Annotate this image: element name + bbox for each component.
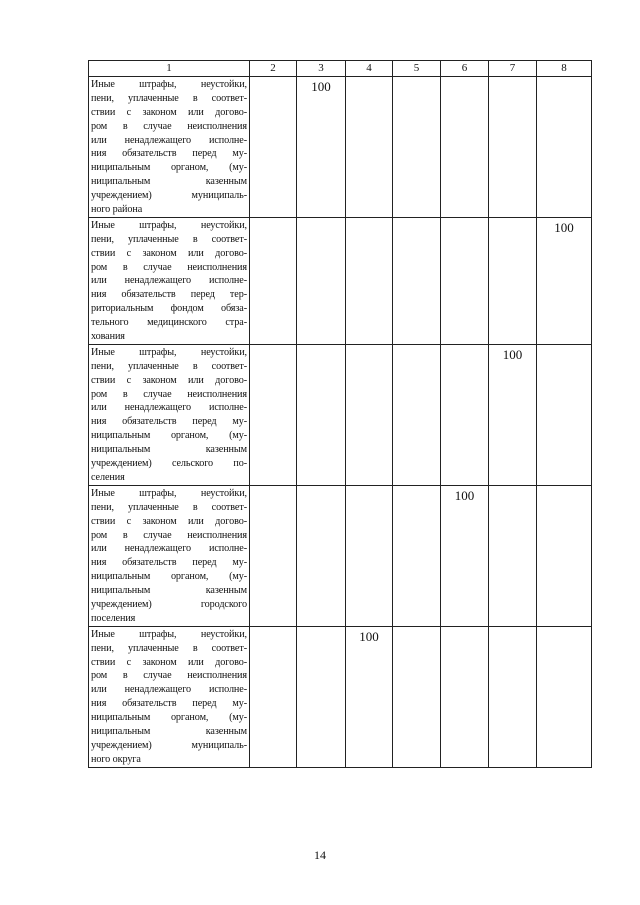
value-cell (537, 77, 592, 218)
description-line: пени, уплаченные в соответ- (91, 360, 247, 372)
description-line: ния обязательств перед му- (91, 416, 247, 428)
table-row (89, 626, 592, 767)
column-header: 8 (537, 61, 592, 77)
value-cell (489, 77, 537, 218)
description-line: ниципальным казенным (91, 585, 247, 597)
description-line: пени, уплаченные в соответ- (91, 92, 247, 104)
value-cell: 100 (297, 77, 346, 218)
description-line: или ненадлежащего исполне- (91, 543, 247, 555)
description-line: ния обязательств перед му- (91, 698, 247, 710)
value-cell (489, 217, 537, 344)
value-cell (297, 485, 346, 626)
description-line: ром в случае неисполнения (91, 388, 247, 400)
value-cell (250, 626, 297, 767)
description-line: пени, уплаченные в соответ- (91, 501, 247, 513)
value-cell: 100 (346, 626, 393, 767)
value-cell (393, 485, 441, 626)
value-cell (489, 626, 537, 767)
value-cell (489, 485, 537, 626)
value-cell (297, 217, 346, 344)
description-line: тельного медицинского стра- (91, 317, 247, 329)
description-line: ниципальным органом, (му- (91, 162, 247, 174)
value-cell (537, 626, 592, 767)
description-line: учреждением) муниципаль- (91, 739, 247, 751)
row-description (89, 77, 250, 218)
description-line: пени, уплаченные в соответ- (91, 233, 247, 245)
value-cell (346, 485, 393, 626)
table-header-row (89, 61, 592, 77)
value-cell (537, 485, 592, 626)
description-line: ниципальным органом, (му- (91, 571, 247, 583)
value-cell (393, 77, 441, 218)
value-cell: 100 (537, 217, 592, 344)
row-description (89, 485, 250, 626)
value-cell: 100 (489, 344, 537, 485)
description-line: ния обязательств перед тер- (91, 289, 247, 301)
row-description (89, 626, 250, 767)
description-line: или ненадлежащего исполне- (91, 134, 247, 146)
value-cell (393, 626, 441, 767)
description-line: ния обязательств перед му- (91, 557, 247, 569)
description-line: ниципальным казенным (91, 176, 247, 188)
description-line: ствии с законом или догово- (91, 656, 247, 668)
description-line: поселения (91, 612, 136, 624)
table-row (89, 344, 592, 485)
description-line: ного округа (91, 753, 141, 765)
description-line: пени, уплаченные в соответ- (91, 642, 247, 654)
value-cell (441, 344, 489, 485)
description-line: ствии с законом или догово- (91, 247, 247, 259)
description-line: Иные штрафы, неустойки, (91, 219, 247, 231)
description-line: ниципальным казенным (91, 444, 247, 456)
column-header: 5 (393, 61, 441, 77)
value-cell (346, 344, 393, 485)
value-cell (441, 626, 489, 767)
description-line: хования (91, 331, 125, 343)
description-line: селения (91, 471, 125, 483)
description-line: учреждением) сельского по- (91, 458, 247, 470)
table-row (89, 217, 592, 344)
value-cell (297, 344, 346, 485)
description-line: Иные штрафы, неустойки, (91, 628, 247, 640)
row-description (89, 344, 250, 485)
value-cell (250, 77, 297, 218)
value-cell (346, 217, 393, 344)
budget-table (88, 60, 592, 768)
description-line: риториальным фондом обяза- (91, 303, 247, 315)
value-cell: 100 (441, 485, 489, 626)
column-header: 4 (346, 61, 393, 77)
description-line: ствии с законом или догово- (91, 106, 247, 118)
description-line: ствии с законом или догово- (91, 374, 247, 386)
description-line: учреждением) муниципаль- (91, 190, 247, 202)
description-line: ром в случае неисполнения (91, 120, 247, 132)
description-line: Иные штрафы, неустойки, (91, 79, 247, 90)
table-row (89, 485, 592, 626)
value-cell (297, 626, 346, 767)
value-cell (393, 344, 441, 485)
description-line: ром в случае неисполнения (91, 529, 247, 541)
description-line: ного района (91, 204, 143, 216)
description-line: ром в случае неисполнения (91, 670, 247, 682)
table-row (89, 77, 592, 218)
value-cell (346, 77, 393, 218)
value-cell (250, 485, 297, 626)
description-line: ниципальным органом, (му- (91, 430, 247, 442)
description-line: учреждением) городского (91, 598, 247, 610)
column-header: 2 (250, 61, 297, 77)
value-cell (441, 217, 489, 344)
column-header: 6 (441, 61, 489, 77)
description-line: ствии с законом или догово- (91, 515, 247, 527)
description-line: Иные штрафы, неустойки, (91, 487, 247, 499)
description-line: или ненадлежащего исполне- (91, 684, 247, 696)
value-cell (250, 217, 297, 344)
value-cell (250, 344, 297, 485)
value-cell (537, 344, 592, 485)
description-line: ния обязательств перед му- (91, 148, 247, 160)
description-line: ром в случае неисполнения (91, 261, 247, 273)
description-line: Иные штрафы, неустойки, (91, 346, 247, 358)
column-header: 7 (489, 61, 537, 77)
row-description (89, 217, 250, 344)
description-line: или ненадлежащего исполне- (91, 402, 247, 414)
column-header: 1 (89, 61, 250, 77)
description-line: ниципальным казенным (91, 725, 247, 737)
page-number: 14 (314, 848, 326, 862)
column-header: 3 (297, 61, 346, 77)
description-line: ниципальным органом, (му- (91, 712, 247, 724)
description-line: или ненадлежащего исполне- (91, 275, 247, 287)
value-cell (441, 77, 489, 218)
value-cell (393, 217, 441, 344)
